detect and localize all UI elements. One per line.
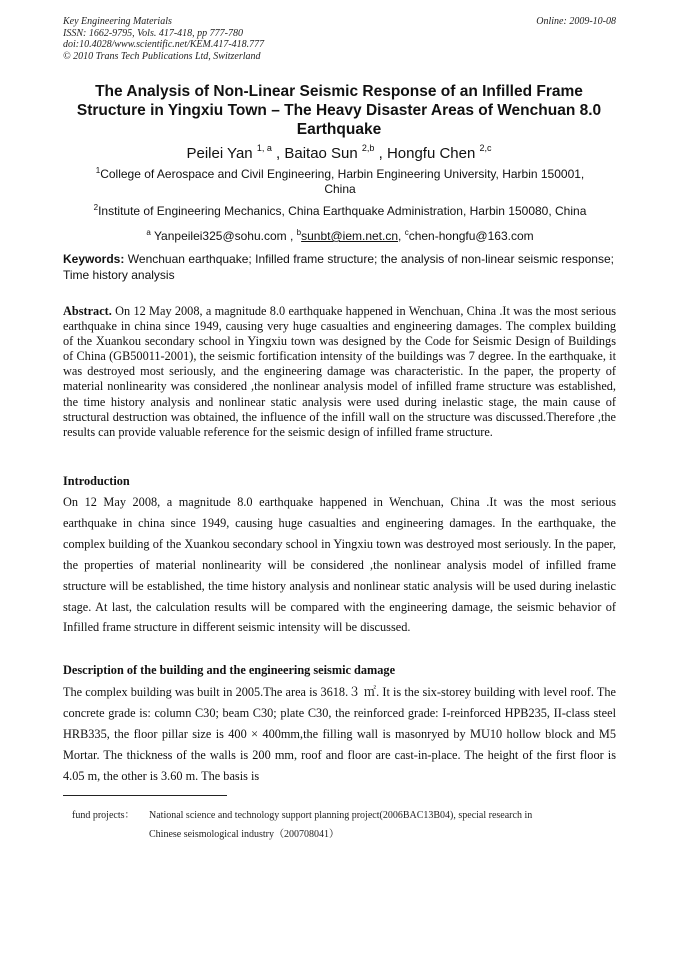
online-date: Online: 2009-10-08	[536, 16, 616, 27]
author-separator: ,	[374, 145, 387, 162]
introduction-paragraph: On 12 May 2008, a magnitude 8.0 earthquake happened in Wenchuan, China .It was the most serious earthquake in china since 1949, causing huge casualties and engineering damages. In the earthquake, the complex building of the Xuankou secondary school in Yingxiu town was destroyed most seriously. In the paper, the properties of material nonlinearity will be considered ,the nonlinear analysis model of infilled frame structure will be established, the time history analysis and nonlinear static analysis will be used during inelastic stage. At last, the calculation results will be compared with the engineering damage, the seismic behavior of Infilled frame structure in different seismic intensity will be discussed.	[63, 495, 616, 635]
footnote-line-1: National science and technology support planning project(2006BAC13B04), special research in	[149, 810, 533, 821]
abstract-text: On 12 May 2008, a magnitude 8.0 earthquake happened in Wenchuan, China .It was the most serious earthquake in china since 1949, causing very huge casualties and engineering damages. The complex building of the Xuankou secondary school in Yingxiu town was designed by the Code for Seismic Design of Buildings of China (GB50011-2001), the seismic fortification intensity of the buildings was 7 degree. In the earthquake, it was destroyed most seriously, and the engineering damage was characteristic. In the paper, the property of material nonlinearity was considered ,the nonlinear analysis model of infilled frame structure was established, the time history analysis and nonlinear static analysis were used during inelastic stage, the main cause of structural destruction was obtained, the influence of the infill wall on the structure was discussed.Therefore ,the results can provide valuable reference for the seismic design of infilled frame structure.	[63, 304, 617, 439]
affiliation-mark: 2	[93, 203, 99, 212]
affiliation-2	[80, 204, 600, 219]
copyright-line: © 2010 Trans Tech Publications Ltd, Switzerland	[63, 50, 261, 62]
affiliation-1	[80, 167, 600, 197]
keywords-text: Wenchuan earthquake; Infilled frame structure; the analysis of non-linear seismic response; Time history analysis	[63, 252, 614, 282]
abstract-block	[63, 304, 616, 440]
author-name: Peilei Yan	[186, 145, 253, 162]
author-affiliation-mark: 2,b	[361, 143, 375, 153]
affiliation-text: College of Aerospace and Civil Engineering, Harbin Engineering University, Harbin 150001, China	[100, 167, 585, 196]
journal-name: Key Engineering Materials	[63, 16, 172, 27]
author-affiliation-mark: 1, a	[256, 143, 272, 153]
email-line: $^a$ Yanpeilei325@sohu.com , $^b$sunbt@iem.net.cn, $^c$chen-hongfu@163.com	[146, 228, 534, 243]
description-paragraph: The complex building was built in 2005.The area is 3618.３ ㎡. It is the six-storey building with level roof. The concrete grade is: column C30; beam C30; plate C30, the reinforced grade: I-reinforced HPB235, II-class steel HRB335, the floor pillar size is 400 × 400mm,the filling wall is masonryed by MU10 hollow block and M5 Mortar. The thickness of the walls is 200 mm, roof and floor are cast-in-place. The height of the first floor is 4.05 m, the other is 3.60 m. The basis is	[63, 685, 616, 783]
email-b-link[interactable]: sunbt@iem.net.cn	[301, 229, 399, 243]
author-affiliation-mark: 2,c	[479, 143, 492, 153]
introduction-heading: Introduction	[63, 474, 130, 488]
description-heading: Description of the building and the engineering seismic damage	[63, 663, 396, 677]
footnote-label: fund projects：	[72, 810, 135, 821]
affiliation-mark: 1	[95, 166, 101, 175]
email-mark: a	[146, 228, 151, 237]
footnote-line-2: Chinese seismological industry（200708041）	[149, 829, 339, 840]
footnote	[72, 806, 599, 844]
author-list	[60, 144, 618, 163]
email-mark: b	[296, 228, 302, 237]
keywords-block	[63, 252, 614, 283]
author-name: Baitao Sun	[284, 145, 358, 162]
author-name: Hongfu Chen	[386, 145, 476, 162]
doi-line: doi:10.4028/www.scientific.net/KEM.417-418.777	[63, 39, 265, 50]
publication-header	[63, 16, 616, 62]
affiliation-text: Institute of Engineering Mechanics, China Earthquake Administration, Harbin 150080, China	[98, 204, 587, 218]
footnote-divider	[63, 795, 227, 796]
email-a: Yanpeilei325@sohu.com	[153, 229, 287, 243]
paper-title: The Analysis of Non-Linear Seismic Response of an Infilled Frame Structure in Yingxiu Town – The Heavy Disaster Areas of Wenchuan 8.0 Earthquake	[76, 83, 602, 138]
issn-line: ISSN: 1662-9795, Vols. 417-418, pp 777-780	[63, 27, 243, 39]
keywords-label: Keywords:	[63, 252, 125, 266]
abstract-label: Abstract.	[63, 304, 112, 318]
email-c: chen-hongfu@163.com	[408, 229, 534, 243]
email-mark: c	[404, 228, 409, 237]
author-separator: ,	[271, 145, 285, 162]
